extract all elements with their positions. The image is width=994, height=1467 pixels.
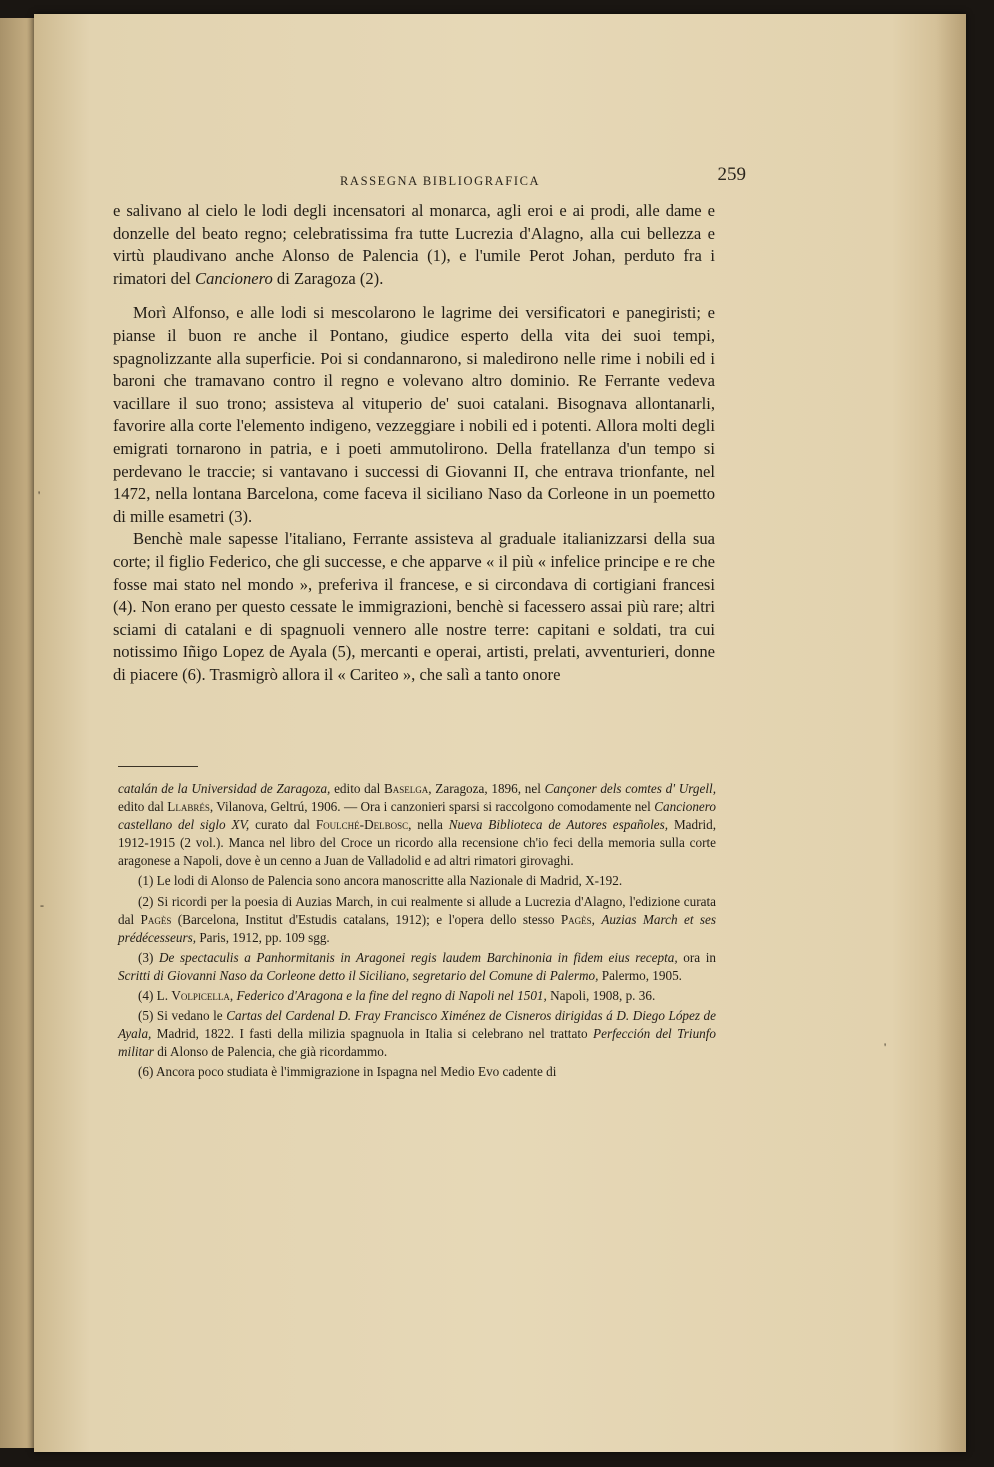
note-italic: Nueva Biblioteca de Autores españoles, — [448, 817, 669, 833]
note-text: , Vilanova, Geltrú, 1906. — Ora i canzonieri sparsi si raccolgono comodamente nel — [209, 799, 651, 815]
p1-text: e salivano al cielo le lodi degli incensatori al monarca, agli eroi e ai prodi, alle dame e donzelle del beato regno; celebratissima fra tutte Lucrezia d'Alagno, alla cui bellezza e virtù plaudivano anche Alonso de Palencia (1), e l'umile Perot Johan, perduto fra i rimatori del — [113, 201, 715, 288]
note-text: Palermo, 1905. — [601, 967, 682, 983]
running-head: RASSEGNA BIBLIOGRAFICA — [340, 174, 541, 188]
note-italic: Cancionero castellano del siglo XV, — [118, 799, 716, 833]
footnote-continuation — [118, 780, 716, 870]
note-text: (2) Si ricordi per la poesia di Auzias March, in cui realmente si allude a Lucrezia d'Alagno, l'edizione curata dal — [118, 893, 716, 927]
margin-mark: ' — [884, 1040, 887, 1054]
note-text: Madrid, 1822. I fasti della milizia spagnuola in Italia si celebrano nel trattato — [156, 1026, 588, 1042]
footnote-1: (1) Le lodi di Alonso de Palencia sono ancora manoscritte alla Nazionale di Madrid, X-192. — [138, 873, 623, 889]
author-name: Pagès — [140, 911, 172, 927]
note-italic: Perfección del Triunfo militar — [118, 1026, 717, 1060]
margin-mark: ' — [38, 488, 41, 502]
footnote-2 — [118, 893, 716, 947]
note-text: Madrid, 1912-1915 (2 vol.). Manca nel libro del Croce un ricordo alla recensione ch'io feci della memoria sulla corte aragonese a Napoli, dove è un cenno a Juan de Valladolid e ad altri rimatori girovaghi. — [118, 817, 717, 869]
margin-mark: - — [40, 898, 44, 912]
p1-italic: Cancionero — [195, 268, 273, 288]
note-italic: Scritti di Giovanni Naso da Corleone detto il Siciliano, segretario del Comune di Palermo, — [118, 967, 599, 983]
note-italic: Federico d'Aragona e la fine del regno di Napoli nel 1501, — [236, 988, 547, 1004]
note-text: Paris, 1912, pp. 109 sgg. — [199, 929, 330, 945]
author-name: Pagès — [560, 911, 592, 927]
paragraph-3: Benchè male sapesse l'italiano, Ferrante assisteva al graduale italianizzarsi della sua corte; il figlio Federico, che gli successe, e che apparve « il più « infelice principe e re che fosse mai stato nel mondo », preferiva il francese, e si circondava di cortigiani francesi (4). Non erano per questo cessate le immigrazioni, benchè si facessero assai più rare; altri sciami di catalani e di spagnuoli vennero alle nostre terre: capitani e soldati, tra cui notissimo Iñigo Lopez de Ayala (5), mercanti e operai, artisti, prelati, avventurieri, donne di piacere (6). Trasmigrò allora il « Cariteo », che salì a tanto onore — [113, 529, 715, 684]
page-edge-shadow — [936, 14, 966, 1452]
author-name: Volpicella — [171, 988, 230, 1004]
note-text: ora in — [683, 949, 716, 965]
footnote-6: (6) Ancora poco studiata è l'immigrazione in Ispagna nel Medio Evo cadente di — [138, 1064, 557, 1080]
note-text: (4) L. — [138, 988, 169, 1004]
p1-end: di Zaragoza (2). — [276, 268, 384, 288]
page-header — [300, 160, 760, 190]
note-text: , — [229, 988, 234, 1004]
note-text: (3) — [138, 949, 154, 965]
note-text: di Alonso de Palencia, che già ricordammo. — [157, 1044, 388, 1060]
author-name: Llabrés — [167, 799, 210, 815]
note-text: edito dal — [334, 781, 381, 796]
page-number: 259 — [717, 164, 746, 185]
footnotes — [118, 780, 716, 1084]
paragraph-2: Morì Alfonso, e alle lodi si mescolarono le lagrime dei versificatori e panegiristi; e pianse il buon re anche il Pontano, giudice esperto della vita dei suoi tempi, spagnolizzante alla superficie. Poi si condannarono, si maledirono nelle rime i nobili ed i baroni che tramavano contro il regno e volevano altro dominio. Re Ferrante vedeva vacillare il suo trono; assisteva al vituperio de' suoi catalani. Bisognava allontanarli, favorire alla corte l'elemento indigeno, vezzeggiare i nobili ed i potenti. Allora molti degli emigrati tornarono in patria, e i poeti ammutolirono. Della fratellanza d'un tempo si perdevano le traccie; si vantavano i successi di Giovanni II, che entrava trionfante, nel 1472, nella lontana Barcelona, come faceva il siciliano Naso da Corleone in un poemetto di mille esametri (3). — [113, 303, 715, 526]
note-italic: Cançoner dels comtes d' Urgell, — [544, 781, 716, 796]
footnote-4 — [118, 987, 716, 1005]
note-text: (5) Si vedano le — [138, 1008, 223, 1024]
note-italic: De spectaculis a Panhormitanis in Aragonei regis laudem Barchinonia in fidem eius recepta, — [159, 949, 678, 965]
note-text: edito dal — [118, 799, 164, 815]
footnote-rule — [118, 766, 198, 767]
note-text: , Zaragoza, 1896, nel — [428, 781, 541, 796]
note-text: , nella — [408, 817, 443, 833]
note-text: Napoli, 1908, p. 36. — [550, 988, 656, 1004]
footnote-5 — [118, 1007, 716, 1061]
note-text: (Barcelona, Institut d'Estudis catalans, 1912); e l'opera dello stesso — [177, 911, 555, 927]
note-text: , — [591, 911, 595, 927]
body-text — [113, 200, 715, 686]
author-name: Baselga — [384, 781, 429, 796]
paragraph-1 — [113, 200, 715, 290]
note-italic: Auzias March et ses prédécesseurs, — [118, 911, 717, 945]
note-italic: Cartas del Cardenal D. Fray Francisco Ximénez de Cisneros dirigidas á D. Diego López de Ayala, — [118, 1008, 716, 1042]
note-italic: catalán de la Universidad de Zaragoza, — [118, 781, 331, 796]
note-text: curato dal — [255, 817, 310, 833]
footnote-3 — [118, 949, 716, 985]
author-name: Foulché-Delbosc — [315, 817, 409, 833]
